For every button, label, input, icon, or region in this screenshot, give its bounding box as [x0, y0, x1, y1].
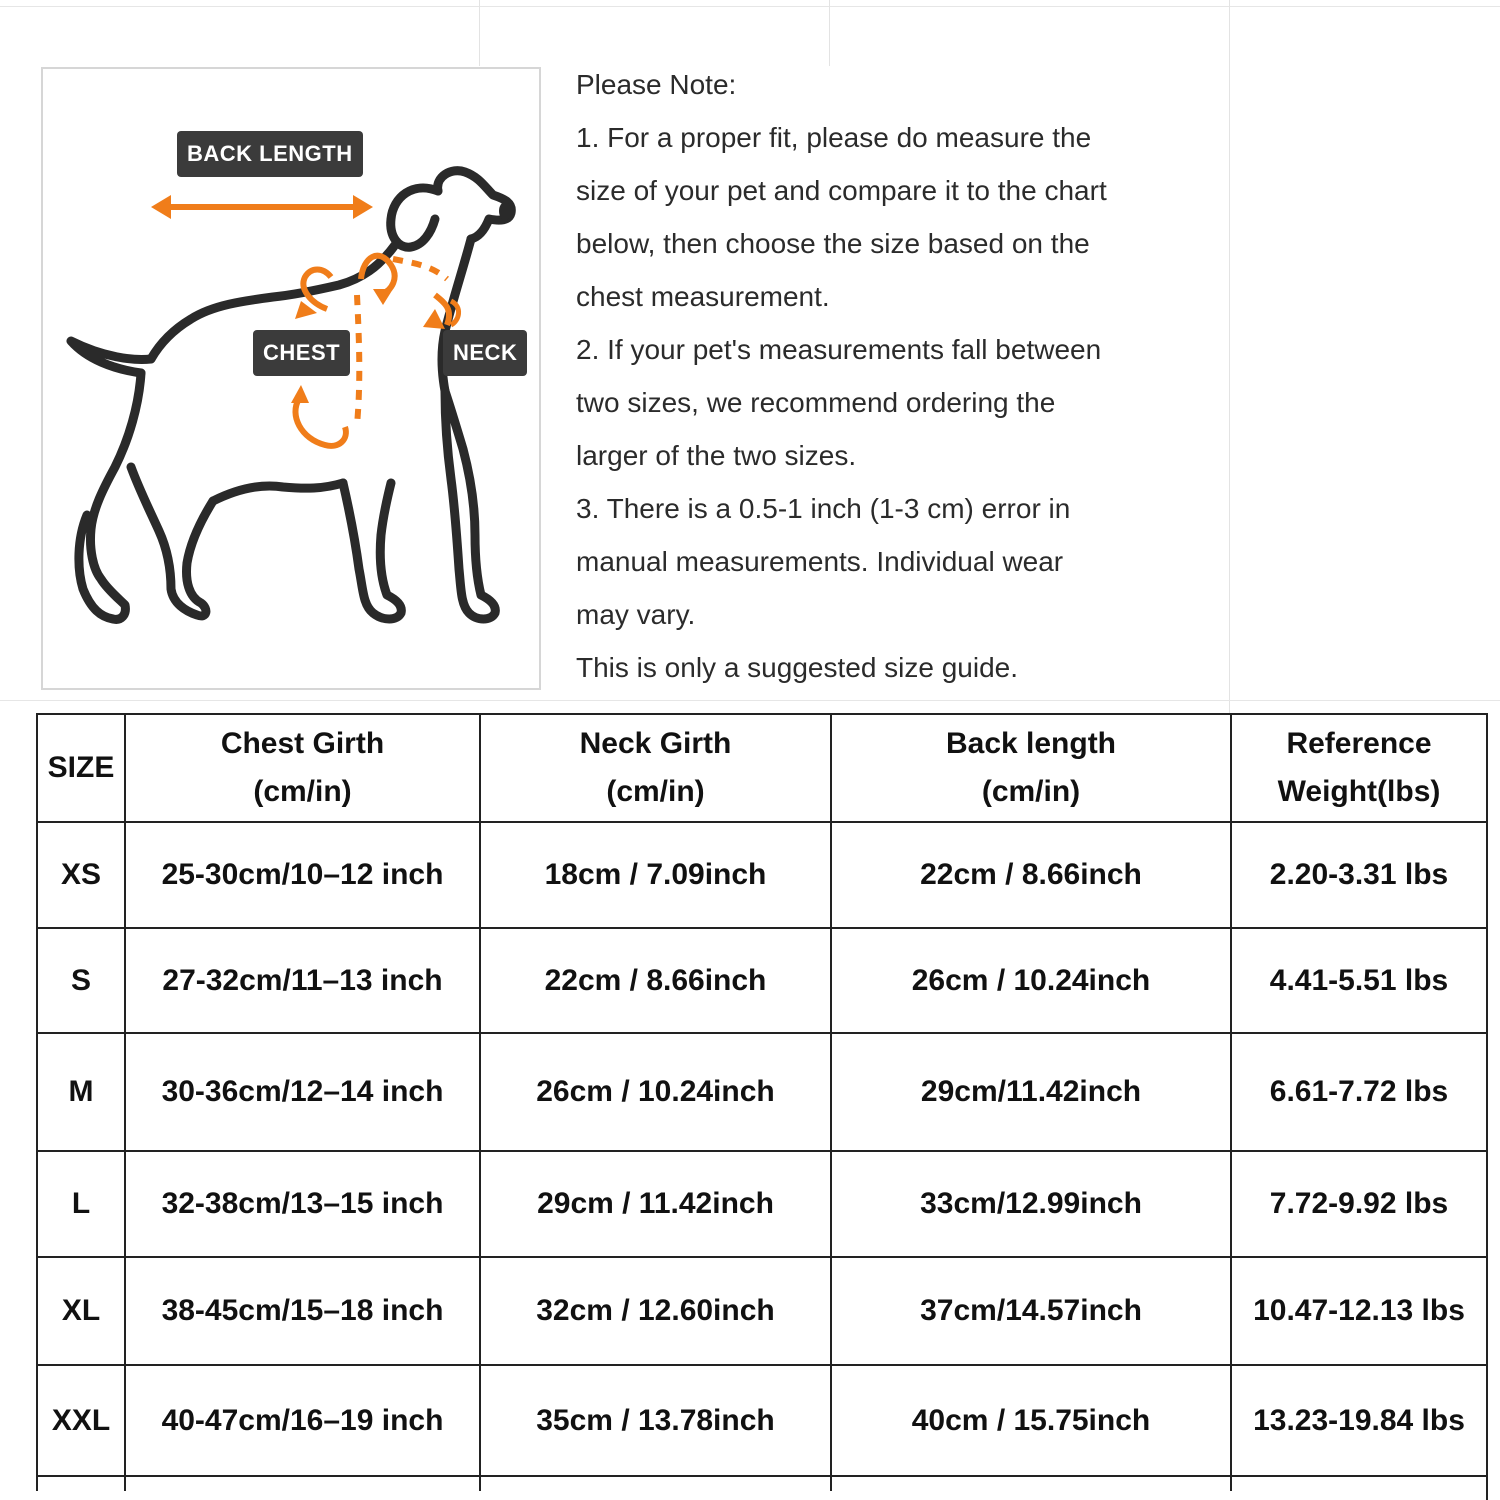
size-chart-table	[36, 713, 1488, 1491]
table-row	[37, 1033, 1487, 1151]
chest-measure-line	[357, 295, 359, 425]
size-cell: XXL	[37, 1365, 125, 1476]
grid-line	[479, 0, 480, 66]
grid-line	[0, 6, 1500, 7]
neck-cell: 35cm / 13.78inch	[480, 1365, 831, 1476]
note-line: larger of the two sizes.	[576, 440, 857, 471]
weight-cell: 7.72-9.92 lbs	[1231, 1151, 1487, 1257]
chest-cell: 32-38cm/13–15 inch	[125, 1151, 480, 1257]
back-cell: 40cm / 15.75inch	[831, 1365, 1231, 1476]
table-row	[37, 928, 1487, 1033]
chest-cell: 38-45cm/15–18 inch	[125, 1257, 480, 1365]
dog-icon	[71, 171, 511, 620]
weight-cell: 10.47-12.13 lbs	[1231, 1257, 1487, 1365]
empty-cell	[480, 1476, 831, 1491]
back-cell: 37cm/14.57inch	[831, 1257, 1231, 1365]
header-reference-weight: Reference Weight(lbs)	[1231, 714, 1487, 822]
weight-cell: 4.41-5.51 lbs	[1231, 928, 1487, 1033]
note-line: size of your pet and compare it to the chart	[576, 175, 1107, 206]
back-cell: 33cm/12.99inch	[831, 1151, 1231, 1257]
neck-tag: NECK	[443, 330, 527, 376]
note-line: chest measurement.	[576, 281, 830, 312]
grid-line	[1229, 0, 1230, 713]
header-back-length: Back length (cm/in)	[831, 714, 1231, 822]
table-row	[37, 1257, 1487, 1365]
weight-cell: 13.23-19.84 lbs	[1231, 1365, 1487, 1476]
chest-cell: 25-30cm/10–12 inch	[125, 822, 480, 928]
note-line: Please Note:	[576, 69, 737, 100]
note-line: may vary.	[576, 599, 696, 630]
size-cell: S	[37, 928, 125, 1033]
neck-cell: 18cm / 7.09inch	[480, 822, 831, 928]
note-line: 2. If your pet's measurements fall between	[576, 334, 1102, 365]
size-cell: L	[37, 1151, 125, 1257]
nose-icon	[499, 202, 511, 220]
chest-cell: 30-36cm/12–14 inch	[125, 1033, 480, 1151]
back-cell: 26cm / 10.24inch	[831, 928, 1231, 1033]
weight-cell: 6.61-7.72 lbs	[1231, 1033, 1487, 1151]
neck-cell: 22cm / 8.66inch	[480, 928, 831, 1033]
grid-line	[829, 0, 830, 66]
neck-cell: 32cm / 12.60inch	[480, 1257, 831, 1365]
size-cell: XS	[37, 822, 125, 928]
neck-cell: 29cm / 11.42inch	[480, 1151, 831, 1257]
table-row	[37, 1365, 1487, 1476]
grid-line	[0, 700, 1500, 701]
size-cell: XL	[37, 1257, 125, 1365]
back-length-tag: BACK LENGTH	[177, 131, 363, 177]
measurement-diagram	[41, 67, 541, 690]
back-length-arrow-icon	[151, 195, 373, 219]
chest-cell: 40-47cm/16–19 inch	[125, 1365, 480, 1476]
chest-arrowhead-icon	[291, 385, 309, 403]
header-size: SIZE	[37, 714, 125, 822]
empty-cell	[125, 1476, 480, 1491]
neck-arrowhead-icon	[373, 289, 393, 305]
table-row	[37, 822, 1487, 928]
neck-measure-line	[393, 259, 447, 279]
table-header-row	[37, 714, 1487, 822]
neck-arrowhead-icon	[423, 309, 445, 329]
note-line: two sizes, we recommend ordering the	[576, 387, 1056, 418]
neck-cell: 26cm / 10.24inch	[480, 1033, 831, 1151]
table-row	[37, 1476, 1487, 1491]
chest-tag: CHEST	[253, 330, 350, 376]
empty-cell	[37, 1476, 125, 1491]
back-cell: 22cm / 8.66inch	[831, 822, 1231, 928]
chest-arrow-bottom-icon	[295, 399, 345, 446]
note-line: 3. There is a 0.5-1 inch (1-3 cm) error in	[576, 493, 1071, 524]
back-cell: 29cm/11.42inch	[831, 1033, 1231, 1151]
note-line: below, then choose the size based on the	[576, 228, 1090, 259]
table-edge-line	[1486, 713, 1488, 1500]
weight-cell: 2.20-3.31 lbs	[1231, 822, 1487, 928]
header-chest-girth: Chest Girth (cm/in)	[125, 714, 480, 822]
note-line: This is only a suggested size guide.	[576, 652, 1019, 683]
note-line: manual measurements. Individual wear	[576, 546, 1064, 577]
size-note	[576, 58, 1176, 694]
empty-cell	[831, 1476, 1231, 1491]
size-cell: M	[37, 1033, 125, 1151]
empty-cell	[1231, 1476, 1487, 1491]
chest-cell: 27-32cm/11–13 inch	[125, 928, 480, 1033]
note-line: 1. For a proper fit, please do measure the	[576, 122, 1092, 153]
table-row	[37, 1151, 1487, 1257]
header-neck-girth: Neck Girth (cm/in)	[480, 714, 831, 822]
